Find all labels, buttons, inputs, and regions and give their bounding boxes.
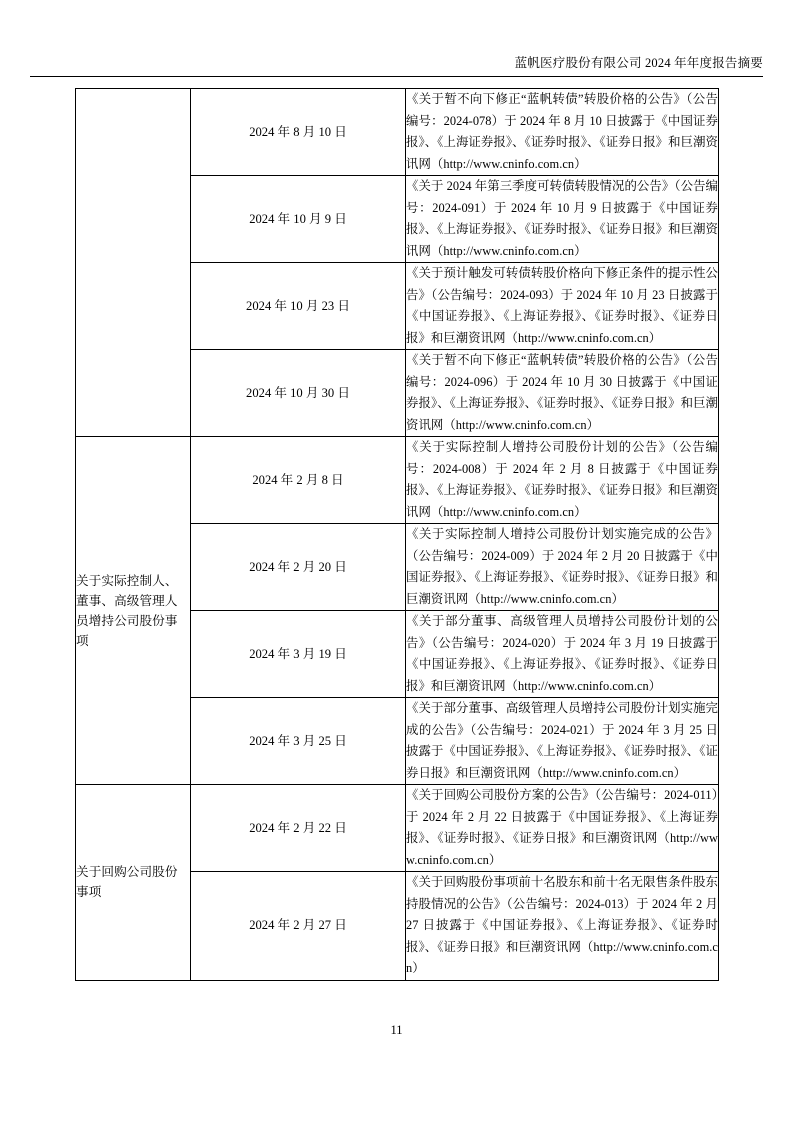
announcement-description-text: 《关于实际控制人增持公司股份计划实施完成的公告》（公告编号：2024-009）于 2024 年 2 月 20 日披露于《中国证券报》、《上海证券报》、《证券时报》、《证券日报》和巨潮资讯网（http://www.cninfo.com.cn） — [406, 527, 718, 606]
topic-cell: 关于回购公司股份事项 — [76, 785, 191, 981]
announcement-description-text: 《关于预计触发可转债转股价格向下修正条件的提示性公告》（公告编号：2024-093）于 2024 年 10 月 23 日披露于《中国证券报》、《上海证券报》、《证券时报》、《证券日报》和巨潮资讯网（http://www.cninfo.com.cn） — [406, 266, 718, 345]
announcement-description-cell — [406, 698, 719, 785]
announcement-description-cell — [406, 89, 719, 176]
announcement-description-cell — [406, 263, 719, 350]
table-row — [76, 437, 719, 524]
disclosure-date-cell: 2024 年 2 月 8 日 — [191, 437, 406, 524]
announcement-description-text: 《关于暂不向下修正“蓝帆转债”转股价格的公告》（公告编号：2024-096）于 2024 年 10 月 30 日披露于《中国证券报》、《上海证券报》、《证券时报》、《证券日报》和巨潮资讯网（http://www.cninfo.com.cn） — [406, 353, 718, 432]
table-row — [76, 89, 719, 176]
disclosure-date-cell: 2024 年 10 月 23 日 — [191, 263, 406, 350]
disclosure-date-cell: 2024 年 2 月 20 日 — [191, 524, 406, 611]
disclosure-date-cell: 2024 年 3 月 19 日 — [191, 611, 406, 698]
announcement-description-text: 《关于部分董事、高级管理人员增持公司股份计划的公告》（公告编号：2024-020）于 2024 年 3 月 19 日披露于《中国证券报》、《上海证券报》、《证券时报》、《证券日报》和巨潮资讯网（http://www.cninfo.com.cn） — [406, 614, 718, 693]
table-row — [76, 785, 719, 872]
announcement-description-cell — [406, 611, 719, 698]
disclosure-date-cell: 2024 年 10 月 9 日 — [191, 176, 406, 263]
announcements-table — [75, 88, 719, 981]
disclosure-date-cell: 2024 年 2 月 22 日 — [191, 785, 406, 872]
announcements-table-wrapper — [75, 88, 718, 981]
announcement-description-cell — [406, 524, 719, 611]
announcement-description-cell — [406, 176, 719, 263]
disclosure-date-cell: 2024 年 8 月 10 日 — [191, 89, 406, 176]
announcement-description-cell — [406, 785, 719, 872]
announcement-description-text: 《关于 2024 年第三季度可转债转股情况的公告》（公告编号：2024-091）于 2024 年 10 月 9 日披露于《中国证券报》、《上海证券报》、《证券时报》、《证券日报》和巨潮资讯网（http://www.cninfo.com.cn） — [406, 179, 718, 258]
announcement-description-cell — [406, 872, 719, 981]
announcements-table-body — [76, 89, 719, 981]
announcement-description-text: 《关于回购股份事项前十名股东和前十名无限售条件股东持股情况的公告》（公告编号：2024-013）于 2024 年 2 月 27 日披露于《中国证券报》、《上海证券报》、《证券时报》、《证券日报》和巨潮资讯网（http://www.cninfo.com.cn） — [406, 875, 718, 975]
announcement-description-text: 《关于回购公司股份方案的公告》（公告编号：2024-011）于 2024 年 2 月 22 日披露于《中国证券报》、《上海证券报》、《证券时报》、《证券日报》和巨潮资讯网（http://www.cninfo.com.cn） — [406, 788, 718, 867]
page-number: 11 — [390, 1023, 403, 1037]
announcement-description-text: 《关于实际控制人增持公司股份计划的公告》（公告编号：2024-008）于 2024 年 2 月 8 日披露于《中国证券报》、《上海证券报》、《证券时报》、《证券日报》和巨潮资讯网（http://www.cninfo.com.cn） — [406, 440, 718, 519]
header-divider-rule — [30, 76, 763, 77]
running-header: 蓝帆医疗股份有限公司 2024 年年度报告摘要 — [514, 56, 763, 70]
disclosure-date-cell: 2024 年 2 月 27 日 — [191, 872, 406, 981]
announcement-description-cell — [406, 350, 719, 437]
announcement-description-text: 《关于部分董事、高级管理人员增持公司股份计划实施完成的公告》（公告编号：2024-021）于 2024 年 3 月 25 日披露于《中国证券报》、《上海证券报》、《证券时报》、《证券日报》和巨潮资讯网（http://www.cninfo.com.cn） — [406, 701, 718, 780]
topic-cell — [76, 89, 191, 437]
disclosure-date-cell: 2024 年 10 月 30 日 — [191, 350, 406, 437]
topic-cell: 关于实际控制人、董事、高级管理人员增持公司股份事项 — [76, 437, 191, 785]
announcement-description-text: 《关于暂不向下修正“蓝帆转债”转股价格的公告》（公告编号：2024-078）于 2024 年 8 月 10 日披露于《中国证券报》、《上海证券报》、《证券时报》、《证券日报》和巨潮资讯网（http://www.cninfo.com.cn） — [406, 92, 718, 171]
announcement-description-cell — [406, 437, 719, 524]
disclosure-date-cell: 2024 年 3 月 25 日 — [191, 698, 406, 785]
